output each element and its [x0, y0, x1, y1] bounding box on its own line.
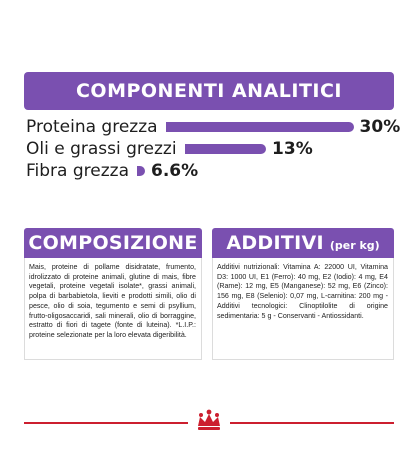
additives-panel [212, 228, 394, 360]
additives-subtitle: (per kg) [329, 238, 380, 252]
row-bar [137, 166, 145, 176]
additives-title: ADDITIVI [226, 232, 324, 254]
analytics-title: COMPONENTI ANALITICI [75, 80, 343, 102]
row-value: 13% [272, 139, 313, 159]
row-label: Proteina grezza [26, 117, 158, 137]
composition-text: Mais, proteine di pollame disidratate, frumento, idrolizzato di proteine animali, glutine di mais, fibre vegetali, proteine vegetali isolate*, grassi animali, polpa di barbabietola, lieviti e prodotti simili, olio di pesce, olio di soia, tegumento e semi di psyllium, frutto-oligosaccaridi, sali minerali, olio di borraggine, estratto di fiori di tagete (fonte di luteina). *L.I.P.: proteine selezionate per la loro elevata digeribilità. [24, 258, 202, 360]
additives-header [212, 228, 394, 258]
analytics-row-fiber [26, 160, 396, 182]
row-bar [166, 122, 354, 132]
row-label: Oli e grassi grezzi [26, 139, 177, 159]
footer-line-left [24, 422, 188, 424]
footer-line-right [230, 422, 394, 424]
royal-canin-crown-icon [194, 408, 224, 432]
row-bar [185, 144, 266, 154]
composition-panel [24, 228, 202, 360]
row-label: Fibra grezza [26, 161, 129, 181]
row-value: 6.6% [151, 161, 199, 181]
analytics-banner [24, 72, 394, 110]
row-value: 30% [359, 117, 401, 137]
composition-title: COMPOSIZIONE [28, 232, 198, 254]
analytics-row-fat [26, 138, 396, 160]
analytics-row-protein [26, 116, 401, 138]
composition-header [24, 228, 202, 258]
additives-text: Additivi nutrizionali: Vitamina A: 22000 UI, Vitamina D3: 1000 UI, E1 (Ferro): 40 mg, E2 (Iodio): 4 mg, E4 (Rame): 12 mg, E5 (Manganese): 52 mg, E6 (Zinco): 156 mg, E8 (Selenio): 0,07 mg, L-carnitina: 200 mg - Additivi tecnologici: Clinoptilolite di origine sedimentaria: 5 g - Conservanti - Antiossidanti. [212, 258, 394, 360]
